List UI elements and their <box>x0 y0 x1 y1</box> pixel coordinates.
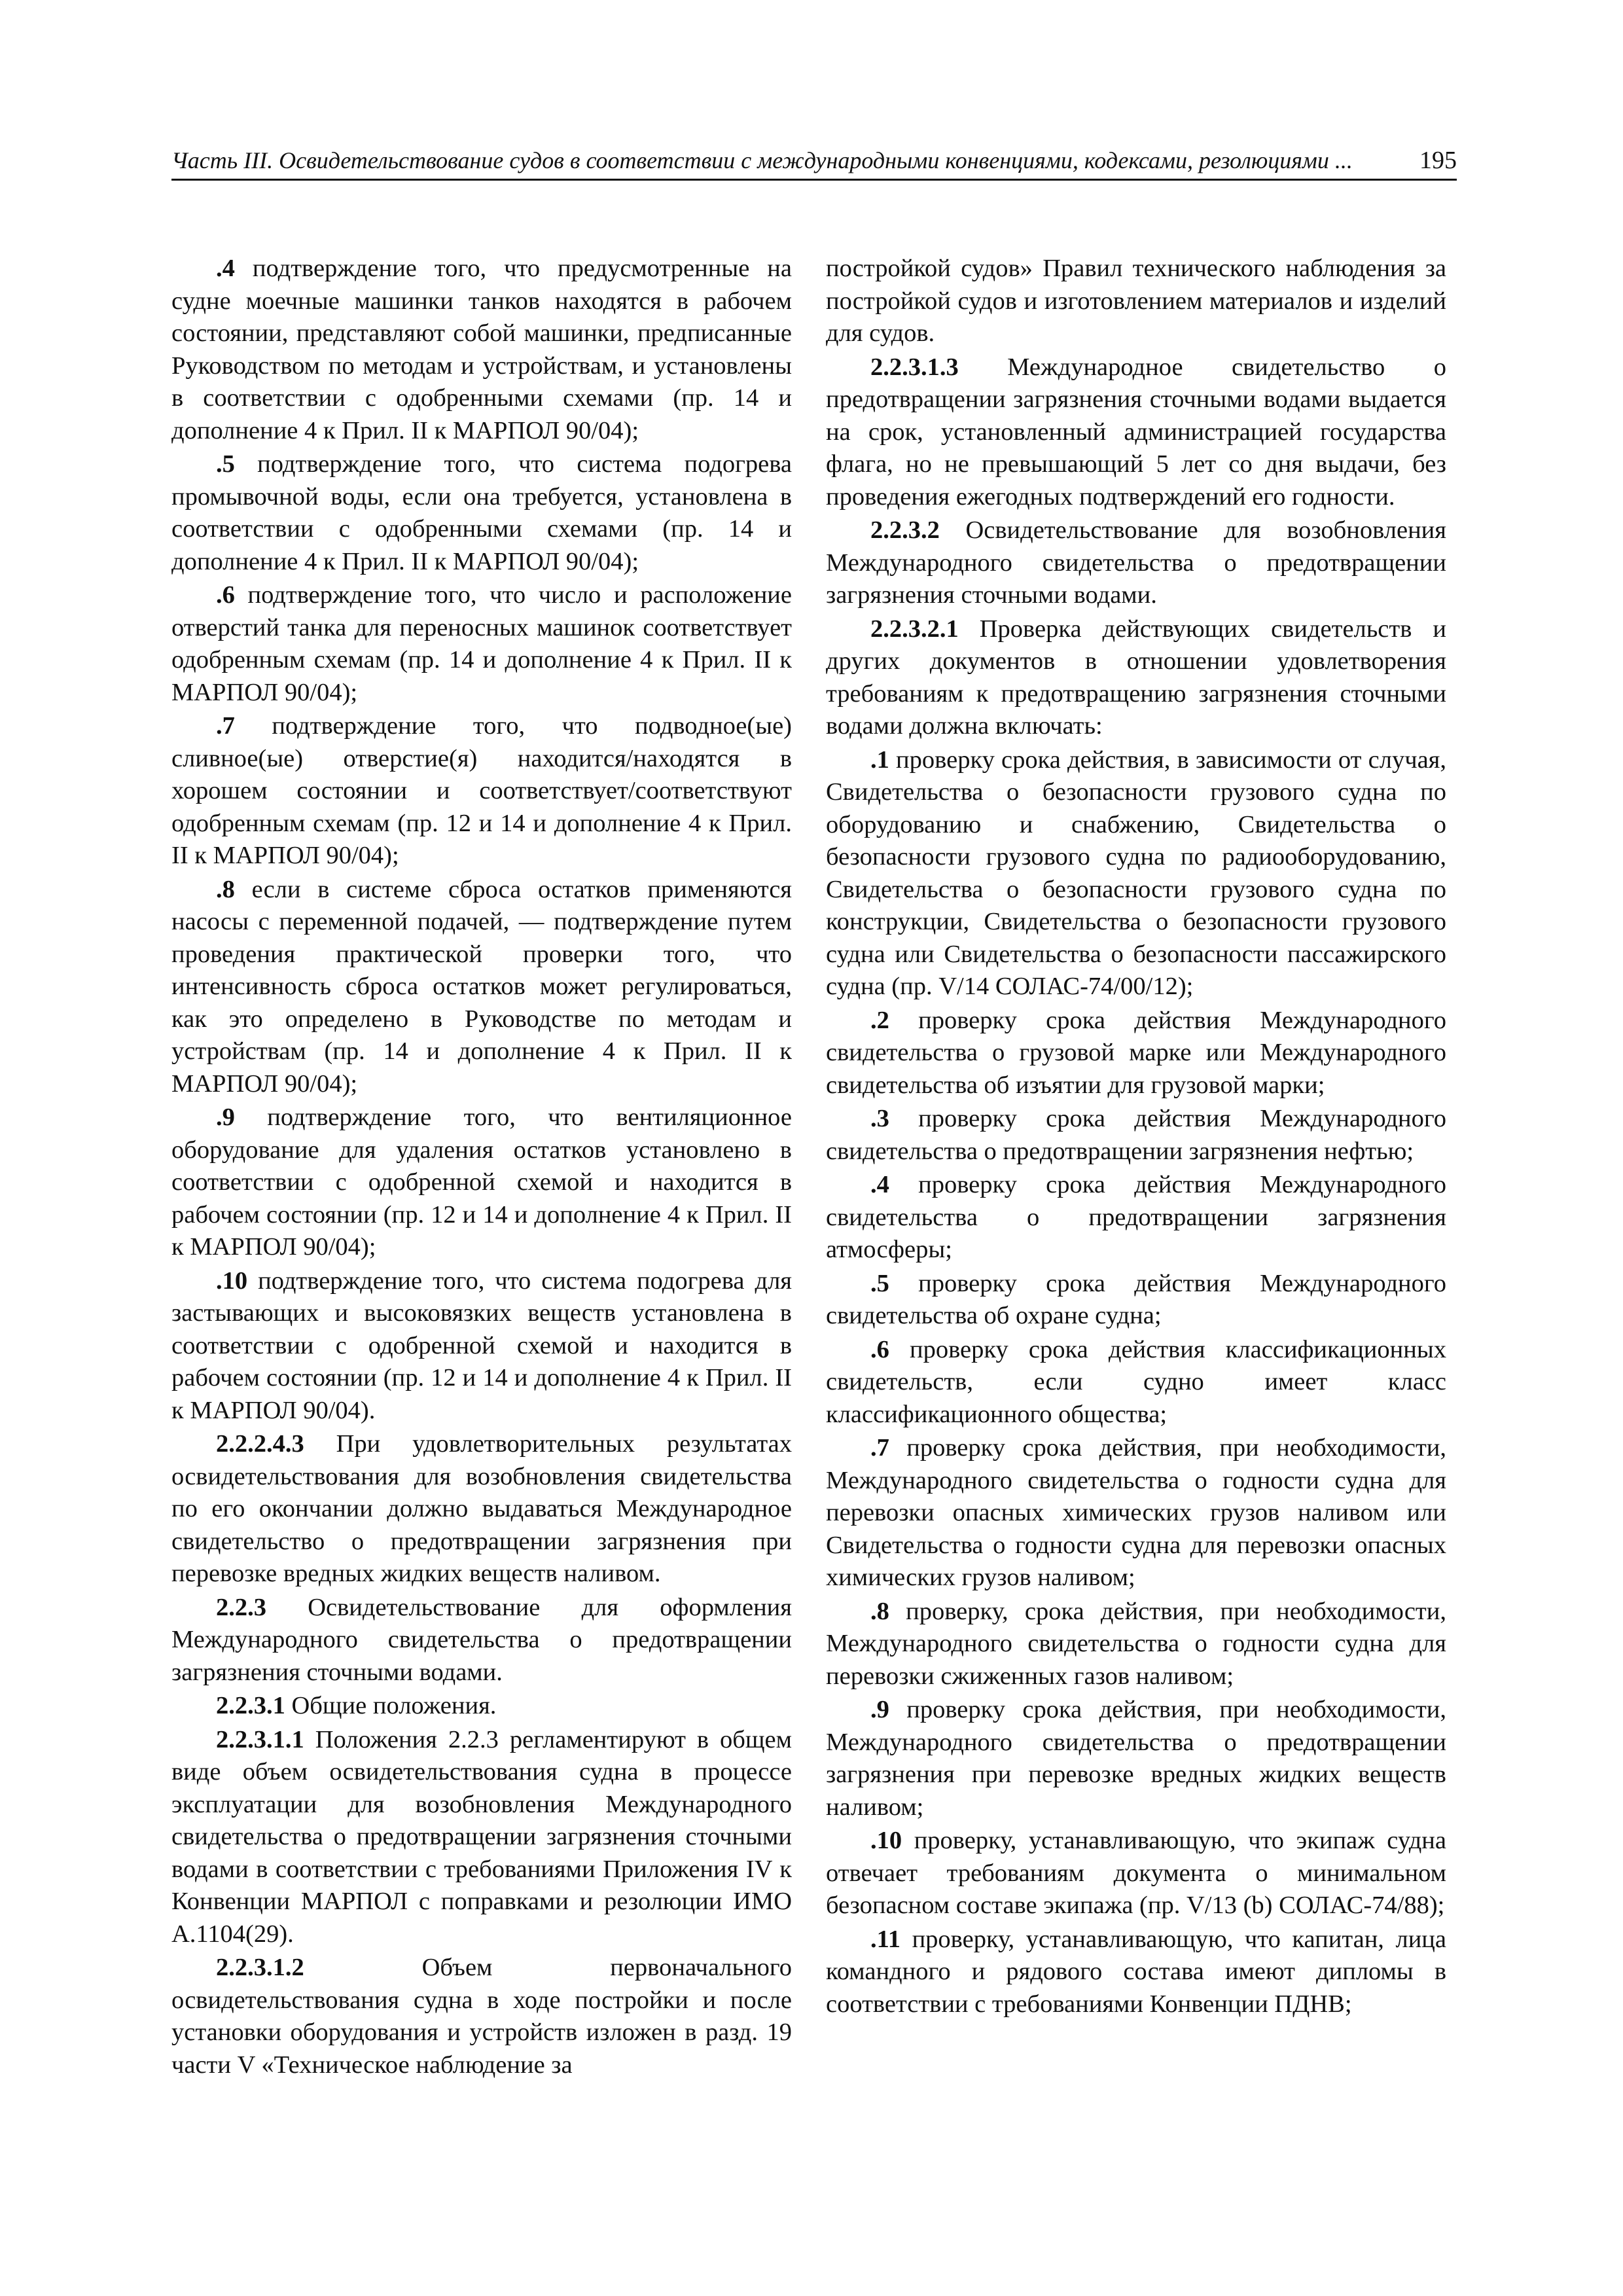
paragraph-text: проверку срока действия Международного свидетельства о предотвращении загрязнения нефтью; <box>826 1105 1446 1165</box>
paragraph-text: подтверждение того, что число и расположение отверстий танка для переносных машинок соответствует одобренным схемам (пр. 14 и дополнение 4 к Прил. II к МАРПОЛ 90/04); <box>171 581 792 706</box>
paragraph <box>171 710 792 872</box>
paragraph-text: постройкой судов» Правил технического наблюдения за постройкой судов и изготовлением материалов и изделий для судов. <box>826 255 1446 347</box>
paragraph-text: проверку, срока действия, при необходимости, Международного свидетельства о годности судна для перевозки сжиженных газов наливом; <box>826 1597 1446 1690</box>
paragraph-text: если в системе сброса остатков применяются насосы с переменной подачей, — подтверждение путем проведения практической проверки того, что интенсивность сброса остатков может регулироваться, как это определено в Руководстве по методам и устройствам (пр. 14 и дополнение 4 к Прил. II к МАРПОЛ 90/04); <box>171 875 792 1098</box>
paragraph-number: .4 <box>216 255 235 282</box>
running-header: Часть III. Освидетельствование судов в соответствии с международными конвенциями, кодексами, резолюциями ... <box>171 147 1353 173</box>
paragraph-text: подтверждение того, что система подогрева для застывающих и высоковязких веществ установлена в соответствии с одобренной схемой и находится в рабочем состоянии (пр. 12 и 14 и дополнение 4 к Прил. II к МАРПОЛ 90/04). <box>171 1266 792 1424</box>
list-item <box>826 1334 1446 1431</box>
paragraph-number: .11 <box>870 1925 901 1953</box>
paragraph-number: .2 <box>870 1006 889 1034</box>
paragraph-continuation <box>826 253 1446 350</box>
paragraph-number: .10 <box>216 1266 248 1295</box>
paragraph-text: Общие положения. <box>285 1692 497 1719</box>
list-item <box>826 1169 1446 1266</box>
paragraph-text: Положения 2.2.3 регламентируют в общем виде объем освидетельствования судна в процессе эксплуатации для возобновления Международного свидетельства о предотвращении загрязнения сточными водами в соответствии с требованиями Приложения IV к Конвенции МАРПОЛ с поправками и резолюции ИМО А.1104(29). <box>171 1725 792 1948</box>
paragraph-text: Объем первоначального освидетельствования судна в ходе постройки и после установки оборудования и устройств изложен в разд. 19 части V «Техническое наблюдение за <box>171 1954 792 2079</box>
paragraph-number: .7 <box>216 712 235 740</box>
paragraph-number: .8 <box>216 875 235 903</box>
paragraph-number: .3 <box>870 1105 889 1132</box>
header-rule <box>171 179 1457 181</box>
list-item <box>826 1924 1446 2021</box>
paragraph-number: 2.2.2.4.3 <box>216 1430 304 1458</box>
paragraph-number: .4 <box>870 1171 889 1198</box>
paragraph-text: проверку, устанавливающую, что экипаж судна отвечает требованиям документа о минимальном безопасном составе экипажа (пр. V/13 (b) СОЛАС-74/88); <box>826 1827 1446 1919</box>
list-item <box>826 1825 1446 1922</box>
paragraph-number: 2.2.3.1.1 <box>216 1725 304 1753</box>
paragraph-text: проверку срока действия Международного свидетельства о предотвращении загрязнения атмосферы; <box>826 1171 1446 1263</box>
paragraph-number: 2.2.3.2 <box>870 516 940 544</box>
paragraph-text: При удовлетворительных результатах освидетельствования для возобновления свидетельства по его окончании должно выдаваться Международное свидетельство о предотвращении загрязнения при перевозке вредных жидких веществ наливом. <box>171 1430 792 1587</box>
paragraph-text: проверку, устанавливающую, что капитан, лица командного и рядового состава имеют дипломы в соответствии с требованиями Конвенции ПДНВ; <box>826 1925 1446 2018</box>
paragraph-number: .9 <box>216 1103 235 1131</box>
paragraph-number: .6 <box>216 581 235 609</box>
paragraph-text: Международное свидетельство о предотвращении загрязнения сточными водами выдается на срок, установленный администрацией государства флага, но не превышающий 5 лет со дня выдачи, без проведения ежегодных подтверждений его годности. <box>826 353 1446 511</box>
paragraph-number: .10 <box>870 1827 902 1854</box>
paragraph-number: .7 <box>870 1434 889 1462</box>
left-column <box>171 253 792 2083</box>
paragraph <box>171 1724 792 1951</box>
paragraph <box>171 1428 792 1590</box>
paragraph-text: проверку срока действия, в зависимости от случая, Свидетельства о безопасности грузового судна по оборудованию и снабжению, Свидетельства о безопасности грузового судна по радиооборудованию, Свидетельства о безопасности грузового судна по конструкции, Свидетельства о безопасности грузового судна или Свидетельства о безопасности пассажирского судна (пр. V/14 СОЛАС-74/00/12); <box>826 745 1446 1000</box>
paragraph-number: .1 <box>870 745 889 774</box>
paragraph-text: подтверждение того, что подводное(ые) сливное(ые) отверстие(я) находится/находятся в хорошем состоянии и соответствует/соответствуют одобренным схемам (пр. 12 и 14 и дополнение 4 к Прил. II к МАРПОЛ 90/04); <box>171 712 792 869</box>
paragraph-number: 2.2.3.1.2 <box>216 1954 304 1981</box>
paragraph-number: .9 <box>870 1696 889 1723</box>
list-item <box>826 1103 1446 1168</box>
paragraph <box>171 448 792 578</box>
paragraph-number: .6 <box>870 1335 889 1363</box>
paragraph-number: 2.2.3.2.1 <box>870 615 959 643</box>
paragraph-text: подтверждение того, что предусмотренные на судне моечные машинки танков находятся в рабочем состоянии, представляют собой машинки, предписанные Руководством по методам и устройствам, и установлены в соответствии с одобренными схемами (пр. 14 и дополнение 4 к Прил. II к МАРПОЛ 90/04); <box>171 255 792 444</box>
paragraph-number: .5 <box>216 450 235 478</box>
paragraph-number: .8 <box>870 1597 889 1625</box>
section-heading <box>171 1690 792 1723</box>
right-column <box>826 253 1446 2022</box>
paragraph-number: 2.2.3 <box>216 1593 266 1621</box>
paragraph-number: 2.2.3.1 <box>216 1692 285 1719</box>
paragraph <box>826 514 1446 612</box>
list-item <box>826 1268 1446 1333</box>
section-heading <box>171 1592 792 1689</box>
list-item <box>826 744 1446 1003</box>
paragraph-text: проверку срока действия классификационных свидетельств, если судно имеет класс классификационного общества; <box>826 1335 1446 1428</box>
list-item <box>826 1432 1446 1594</box>
paragraph-text: подтверждение того, что система подогрева промывочной воды, если она требуется, установлена в соответствии с одобренными схемами (пр. 14 и дополнение 4 к Прил. II к МАРПОЛ 90/04); <box>171 450 792 575</box>
paragraph-text: подтверждение того, что вентиляционное оборудование для удаления остатков установлено в соответствии с одобренной схемой и находится в рабочем состоянии (пр. 12 и 14 и дополнение 4 к Прил. II к МАРПОЛ 90/04); <box>171 1103 792 1261</box>
page-number: 195 <box>1419 147 1457 174</box>
paragraph <box>171 253 792 447</box>
paragraph <box>171 1952 792 2081</box>
paragraph-number: 2.2.3.1.3 <box>870 353 959 381</box>
paragraph-text: проверку срока действия, при необходимости, Международного свидетельства о предотвращении загрязнения при перевозке вредных жидких веществ наливом; <box>826 1696 1446 1821</box>
paragraph-text: проверку срока действия, при необходимости, Международного свидетельства о годности судна для перевозки опасных химических грузов наливом или Свидетельства о годности судна для перевозки опасных химических грузов наливом; <box>826 1434 1446 1591</box>
list-item <box>826 1694 1446 1823</box>
paragraph <box>826 351 1446 514</box>
paragraph <box>171 1265 792 1427</box>
paragraph-number: .5 <box>870 1269 889 1297</box>
list-item <box>826 1005 1446 1102</box>
paragraph-text: проверку срока действия Международного свидетельства об охране судна; <box>826 1269 1446 1329</box>
paragraph <box>171 579 792 709</box>
paragraph <box>826 613 1446 743</box>
paragraph-text: Освидетельствование для оформления Международного свидетельства о предотвращении загрязнения сточными водами. <box>171 1593 792 1686</box>
paragraph <box>171 874 792 1101</box>
list-item <box>826 1596 1446 1693</box>
paragraph-text: проверку срока действия Международного свидетельства о грузовой марке или Международного свидетельства об изъятии для грузовой марки; <box>826 1006 1446 1099</box>
paragraph <box>171 1102 792 1264</box>
paragraph-text: Освидетельствование для возобновления Международного свидетельства о предотвращении загрязнения сточными водами. <box>826 516 1446 609</box>
paragraph-text: Проверка действующих свидетельств и других документов в отношении удовлетворения требованиям к предотвращению загрязнения сточными водами должна включать: <box>826 615 1446 740</box>
